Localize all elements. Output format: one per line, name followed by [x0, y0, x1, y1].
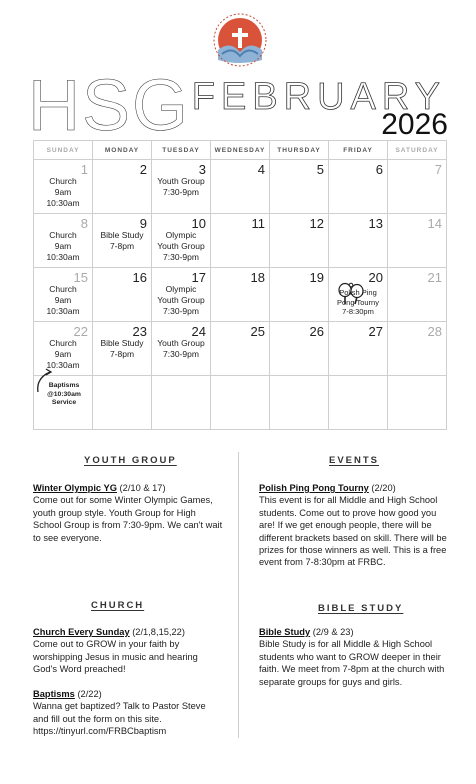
day-number: 15	[73, 270, 88, 285]
month-title: FEBRUARY	[191, 76, 446, 118]
calendar-day-cell	[93, 376, 152, 430]
weekday-wednesday: WEDNESDAY	[211, 141, 270, 160]
day-number: 24	[191, 324, 206, 339]
calendar-day-cell	[270, 214, 329, 268]
day-number: 8	[80, 216, 88, 231]
calendar-day-cell	[211, 268, 270, 322]
calendar-day-cell	[211, 160, 270, 214]
calendar-day-cell	[34, 268, 93, 322]
calendar-day-cell	[329, 322, 388, 376]
calendar-day-cell	[329, 214, 388, 268]
day-number: 13	[368, 216, 383, 231]
calendar-week-row	[34, 376, 447, 430]
church-dates: (2/1,8,15,22)	[129, 627, 185, 637]
day-number: 27	[368, 324, 383, 339]
church-heading: CHURCH	[91, 600, 145, 611]
day-number: 22	[73, 324, 88, 339]
day-event: Youth Group 7:30-9pm	[157, 176, 205, 197]
day-number: 11	[251, 216, 265, 231]
weekday-monday: MONDAY	[93, 141, 152, 160]
calendar-day-cell	[211, 214, 270, 268]
year-title: 2026	[381, 108, 448, 141]
weekday-sunday: SUNDAY	[34, 141, 93, 160]
day-number: 19	[309, 270, 324, 285]
calendar-grid	[33, 140, 447, 430]
calendar-day-cell	[152, 268, 211, 322]
church-title: Church Every Sunday	[33, 627, 130, 637]
youth-group-text	[33, 482, 223, 544]
day-number: 26	[309, 324, 324, 339]
calendar-day-cell	[93, 160, 152, 214]
church-text	[33, 626, 223, 738]
calendar-week-row	[34, 322, 447, 376]
day-number: 10	[191, 216, 206, 231]
day-number: 1	[80, 162, 88, 177]
bible-study-heading: BIBLE STUDY	[318, 603, 404, 614]
day-event: Bible Study 7-8pm	[100, 338, 144, 359]
day-number: 7	[434, 162, 442, 177]
calendar-week-row	[34, 268, 447, 322]
youth-group-body: Come out for some Winter Olympic Games, youth group style. Youth Group for High School Group is from 7:30-9pm. We can't wait to see everyone.	[33, 495, 223, 543]
calendar-day-cell	[152, 322, 211, 376]
events-title: Polish Ping Pong Tourny	[259, 483, 369, 493]
day-number: 9	[139, 216, 147, 231]
calendar-day-cell	[93, 268, 152, 322]
day-number: 2	[139, 162, 147, 177]
calendar-day-cell	[329, 268, 388, 322]
day-number: 14	[427, 216, 442, 231]
calendar-day-cell	[270, 376, 329, 430]
day-number: 20	[368, 270, 383, 285]
events-body: This event is for all Middle and High School students. Come out to prove how good you are! If we get enough people, there will be different brackets based on skill. There will be prizes for those winners as well. This is a free event from 7-8:30pm at FRBC.	[259, 495, 447, 568]
day-number: 17	[191, 270, 206, 285]
calendar-day-cell	[388, 268, 447, 322]
day-number: 21	[427, 270, 442, 285]
calendar-week-row	[34, 160, 447, 214]
calendar-day-cell	[211, 376, 270, 430]
weekday-tuesday: TUESDAY	[152, 141, 211, 160]
day-number: 23	[132, 324, 147, 339]
events-text	[259, 482, 449, 569]
day-event: Church 9am 10:30am	[46, 338, 80, 370]
calendar-day-cell	[93, 322, 152, 376]
day-number: 25	[250, 324, 265, 339]
baptisms-dates: (2/22)	[74, 689, 102, 700]
day-number: 5	[316, 162, 324, 177]
calendar-day-cell	[93, 214, 152, 268]
day-number: 3	[198, 162, 206, 177]
youth-group-dates: (2/10 & 17)	[116, 483, 166, 493]
calendar-day-cell	[270, 268, 329, 322]
baptisms-title: Baptisms	[33, 689, 75, 700]
bible-study-body: Bible Study is for all Middle & High School students who want to GROW deeper in their faith. We meet from 7-8pm at the church with separate groups for guys and girls.	[259, 639, 445, 687]
bible-study-dates: (2/9 & 23)	[310, 627, 354, 637]
day-event: Polish Ping Pong Tourny 7-8:30pm	[337, 288, 379, 316]
calendar-day-cell	[152, 160, 211, 214]
baptism-note: Baptisms @10:30am Service	[47, 382, 81, 406]
calendar-day-cell	[152, 214, 211, 268]
day-number: 12	[309, 216, 324, 231]
day-number: 18	[250, 270, 265, 285]
weekday-saturday: SATURDAY	[388, 141, 447, 160]
calendar-day-cell	[270, 160, 329, 214]
calendar-day-cell	[34, 214, 93, 268]
day-number: 4	[257, 162, 265, 177]
day-event: Church 9am 10:30am	[46, 284, 80, 316]
events-dates: (2/20)	[368, 483, 396, 493]
baptisms-body: Wanna get baptized? Talk to Pastor Steve and fill out the form on this site. https://tinyurl.com/FRBCbaptism	[33, 701, 206, 737]
calendar-day-cell	[329, 160, 388, 214]
ministry-title: HSG	[28, 66, 191, 146]
events-heading: EVENTS	[329, 455, 380, 466]
day-number: 16	[132, 270, 147, 285]
church-body: Come out to GROW in your faith by worshipping Jesus in music and hearing God's Word preached!	[33, 639, 198, 675]
day-event: Church 9am 10:30am	[46, 176, 80, 208]
bible-study-text	[259, 626, 449, 688]
calendar-day-cell	[388, 322, 447, 376]
calendar-week-row	[34, 214, 447, 268]
bible-study-title: Bible Study	[259, 627, 311, 637]
day-event: Olympic Youth Group 7:30-9pm	[157, 284, 205, 316]
day-number: 6	[375, 162, 383, 177]
day-number: 28	[427, 324, 442, 339]
calendar-day-cell	[388, 214, 447, 268]
calendar-day-cell	[388, 376, 447, 430]
section-divider	[238, 452, 239, 738]
curved-arrow-icon	[30, 364, 70, 396]
youth-group-heading: YOUTH GROUP	[84, 455, 177, 466]
weekday-header-row	[34, 141, 447, 160]
day-event: Olympic Youth Group 7:30-9pm	[157, 230, 205, 262]
day-event: Youth Group 7:30-9pm	[157, 338, 205, 359]
weekday-thursday: THURSDAY	[270, 141, 329, 160]
church-logo-icon	[210, 10, 270, 70]
calendar-day-cell	[388, 160, 447, 214]
youth-group-title: Winter Olympic YG	[33, 483, 117, 493]
calendar-day-cell	[211, 322, 270, 376]
calendar-day-cell	[152, 376, 211, 430]
calendar-day-cell	[34, 160, 93, 214]
day-event: Church 9am 10:30am	[46, 230, 80, 262]
calendar-day-cell	[329, 376, 388, 430]
weekday-friday: FRIDAY	[329, 141, 388, 160]
day-event: Bible Study 7-8pm	[100, 230, 144, 251]
calendar-day-cell	[270, 322, 329, 376]
